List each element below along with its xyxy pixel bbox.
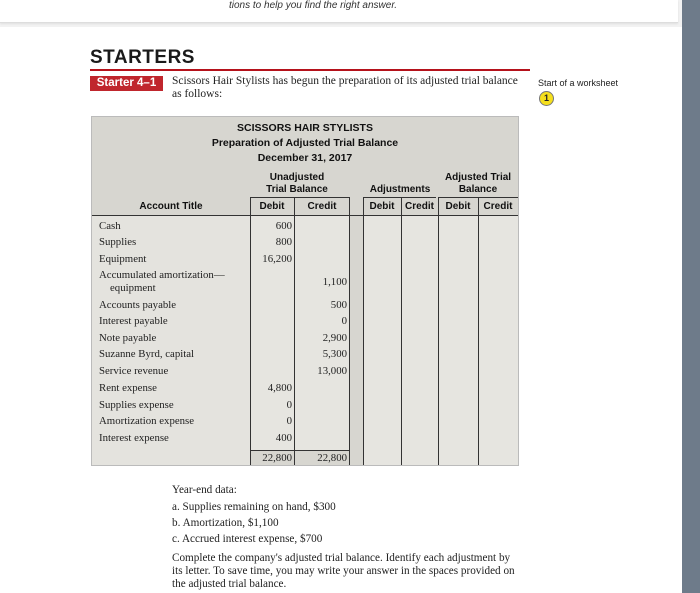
adj-credit-column[interactable] — [401, 216, 438, 465]
year-end-item-a: a. Supplies remaining on hand, $300 — [172, 501, 336, 513]
credit-amount: 1,100 — [322, 276, 347, 288]
rule-line — [478, 197, 479, 465]
account-name: Note payable — [99, 332, 157, 344]
rule-line — [294, 197, 295, 465]
adjusted-header-line2: Balance — [458, 184, 498, 195]
account-name: Interest expense — [99, 432, 169, 444]
account-name: Amortization expense — [99, 415, 195, 427]
year-end-item-b: b. Amortization, $1,100 — [172, 517, 279, 529]
total-rule — [250, 450, 349, 451]
final-debit-header: Debit — [445, 201, 471, 212]
credit-amount: 2,900 — [322, 332, 347, 344]
account-name: Service revenue — [99, 365, 169, 377]
account-title-header: Account Title — [139, 201, 203, 212]
account-name-continued: equipment — [110, 282, 156, 294]
section-rule — [90, 69, 530, 71]
final-debit-column[interactable] — [438, 216, 478, 465]
table-date: December 31, 2017 — [257, 152, 353, 164]
rule-line — [250, 197, 349, 198]
unadjusted-header-line1: Unadjusted — [269, 172, 325, 183]
account-name: Cash — [99, 220, 121, 232]
adj-debit-header: Debit — [369, 201, 395, 212]
rule-line — [349, 197, 350, 465]
debit-amount: 0 — [286, 415, 292, 427]
unadjusted-header-line2: Trial Balance — [266, 184, 328, 195]
table-company-name: SCISSORS HAIR STYLISTS — [237, 122, 373, 134]
credit-amount: 500 — [330, 299, 347, 311]
account-name: Equipment — [99, 253, 147, 265]
account-name: Interest payable — [99, 315, 168, 327]
right-scroll-edge[interactable] — [682, 0, 700, 593]
final-credit-header: Credit — [483, 201, 513, 212]
total-credit: 22,800 — [317, 452, 347, 464]
table-title: Preparation of Adjusted Trial Balance — [211, 137, 399, 149]
debit-amount: 600 — [275, 220, 292, 232]
year-end-heading: Year-end data: — [172, 484, 237, 496]
rule-line — [438, 197, 439, 465]
unadj-credit-header: Credit — [307, 201, 337, 212]
trial-balance-table — [91, 116, 519, 466]
section-title: STARTERS — [90, 47, 195, 68]
adj-debit-column[interactable] — [363, 216, 401, 465]
debit-amount: 800 — [275, 236, 292, 248]
adjustments-header: Adjustments — [369, 184, 431, 195]
account-name: Accumulated amortization— — [99, 269, 225, 281]
starter-intro: Scissors Hair Stylists has begun the preparation of its adjusted trial balance as follows: — [172, 75, 518, 100]
starter-label: Starter 4–1 — [90, 76, 163, 91]
credit-amount: 0 — [341, 315, 347, 327]
rule-line — [363, 197, 364, 465]
instructions: Complete the company's adjusted trial balance. Identify each adjustment by its letter. To save time, you may write your answer in the spaces provided on the adjusted trial balance. — [172, 552, 515, 590]
rule-line — [401, 197, 402, 465]
previous-text-card — [0, 0, 678, 23]
credit-amount: 5,300 — [322, 348, 347, 360]
account-name: Rent expense — [99, 382, 157, 394]
side-note: Start of a worksheet — [538, 78, 619, 88]
account-name: Accounts payable — [99, 299, 177, 311]
adjusted-header-line1: Adjusted Trial — [444, 172, 512, 183]
debit-amount: 0 — [286, 399, 292, 411]
debit-amount: 4,800 — [267, 382, 292, 394]
total-debit: 22,800 — [262, 452, 292, 464]
unadj-debit-header: Debit — [259, 201, 285, 212]
rule-line — [92, 215, 518, 216]
account-name: Supplies — [99, 236, 137, 248]
rule-line — [364, 197, 436, 198]
year-end-item-c: c. Accrued interest expense, $700 — [172, 533, 323, 545]
learning-objective-icon: 1 — [539, 91, 554, 106]
account-name: Suzanne Byrd, capital — [99, 348, 195, 360]
account-name: Supplies expense — [99, 399, 174, 411]
previous-text-snippet: tions to help you find the right answer. — [229, 0, 398, 11]
credit-amount: 13,000 — [317, 365, 347, 377]
adj-credit-header: Credit — [405, 201, 434, 212]
debit-amount: 16,200 — [262, 253, 292, 265]
final-credit-column[interactable] — [478, 216, 518, 465]
debit-amount: 400 — [275, 432, 292, 444]
